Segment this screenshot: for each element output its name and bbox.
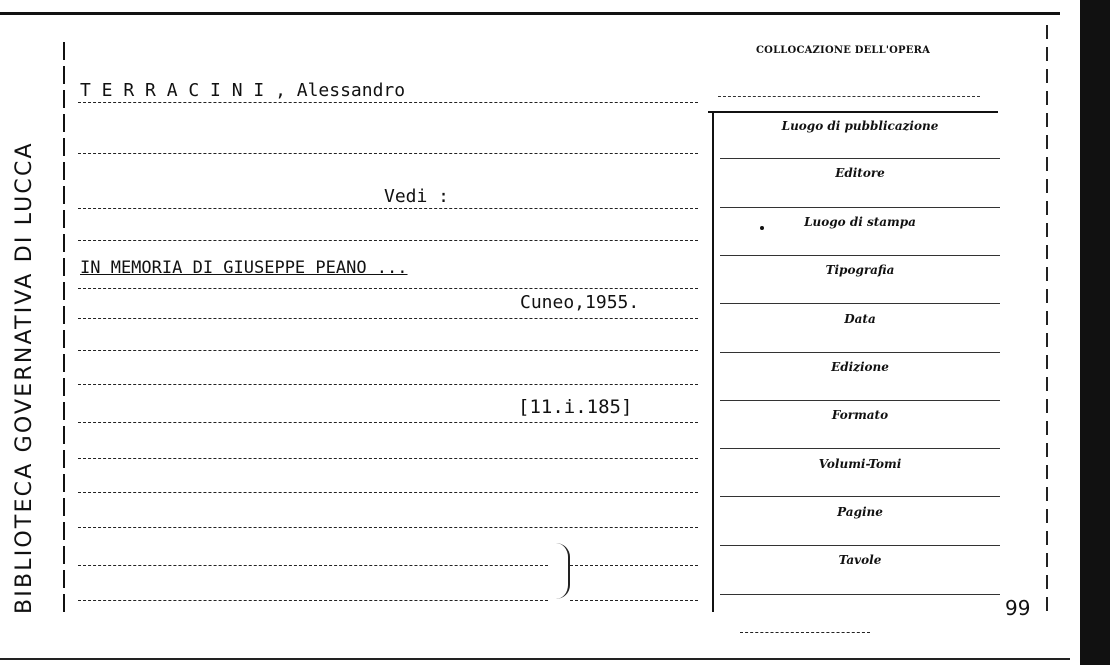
ruled-line — [78, 288, 698, 289]
field-data: Data — [844, 312, 876, 326]
ruled-line — [78, 318, 698, 319]
field-luogo-stampa: Luogo di stampa — [804, 215, 916, 229]
field-tavole: Tavole — [838, 553, 882, 567]
field-luogo-pubblicazione: Luogo di pubblicazione — [781, 119, 939, 133]
field-editore: Editore — [835, 166, 885, 180]
ruled-line — [78, 600, 548, 601]
ruled-line — [78, 384, 698, 385]
ruled-line — [78, 492, 698, 493]
ruled-line — [78, 422, 698, 423]
scan-border-right — [1080, 0, 1110, 665]
scan-border-top — [0, 12, 1060, 15]
field-line — [720, 594, 1000, 595]
ruled-line — [78, 208, 698, 209]
field-line — [720, 352, 1000, 353]
field-line — [720, 303, 1000, 304]
field-line — [720, 255, 1000, 256]
ruled-line — [78, 153, 698, 154]
ruled-line — [740, 632, 870, 633]
shelfmark: [11.i.185] — [518, 396, 633, 418]
ruled-line — [78, 102, 698, 103]
scan-border-bottom — [0, 658, 1070, 660]
ruled-line — [570, 565, 698, 566]
field-volumi-tomi: Volumi-Tomi — [818, 457, 902, 471]
panel-left-rule — [712, 112, 714, 612]
collocation-line — [718, 96, 980, 97]
author-heading: T E R R A C I N I , Alessandro — [80, 80, 406, 101]
ruled-line — [570, 600, 698, 601]
brace-mark — [556, 543, 570, 599]
field-line — [720, 158, 1000, 159]
ink-dot — [760, 226, 764, 230]
card-number: 99 — [1005, 596, 1031, 620]
ruled-line — [78, 565, 548, 566]
field-pagine: Pagine — [837, 505, 883, 519]
card-right-edge — [1046, 25, 1048, 615]
field-formato: Formato — [831, 408, 889, 422]
left-margin-rule — [63, 42, 65, 612]
panel-top-rule — [708, 111, 998, 113]
institution-name: BIBLIOTECA GOVERNATIVA DI LUCCA — [12, 141, 37, 614]
ruled-line — [78, 350, 698, 351]
work-title: IN MEMORIA DI GIUSEPPE PEANO ... — [80, 258, 408, 278]
field-edizione: Edizione — [831, 360, 889, 374]
ruled-line — [78, 458, 698, 459]
ruled-line — [78, 240, 698, 241]
field-tipografia: Tipografia — [825, 263, 895, 277]
collocation-header: COLLOCAZIONE DELL'OPERA — [756, 45, 931, 56]
see-reference-label: Vedi : — [384, 186, 450, 207]
place-and-date: Cuneo,1955. — [520, 292, 640, 313]
field-line — [720, 448, 1000, 449]
field-line — [720, 207, 1000, 208]
field-line — [720, 400, 1000, 401]
ruled-line — [78, 527, 698, 528]
field-line — [720, 545, 1000, 546]
field-line — [720, 496, 1000, 497]
